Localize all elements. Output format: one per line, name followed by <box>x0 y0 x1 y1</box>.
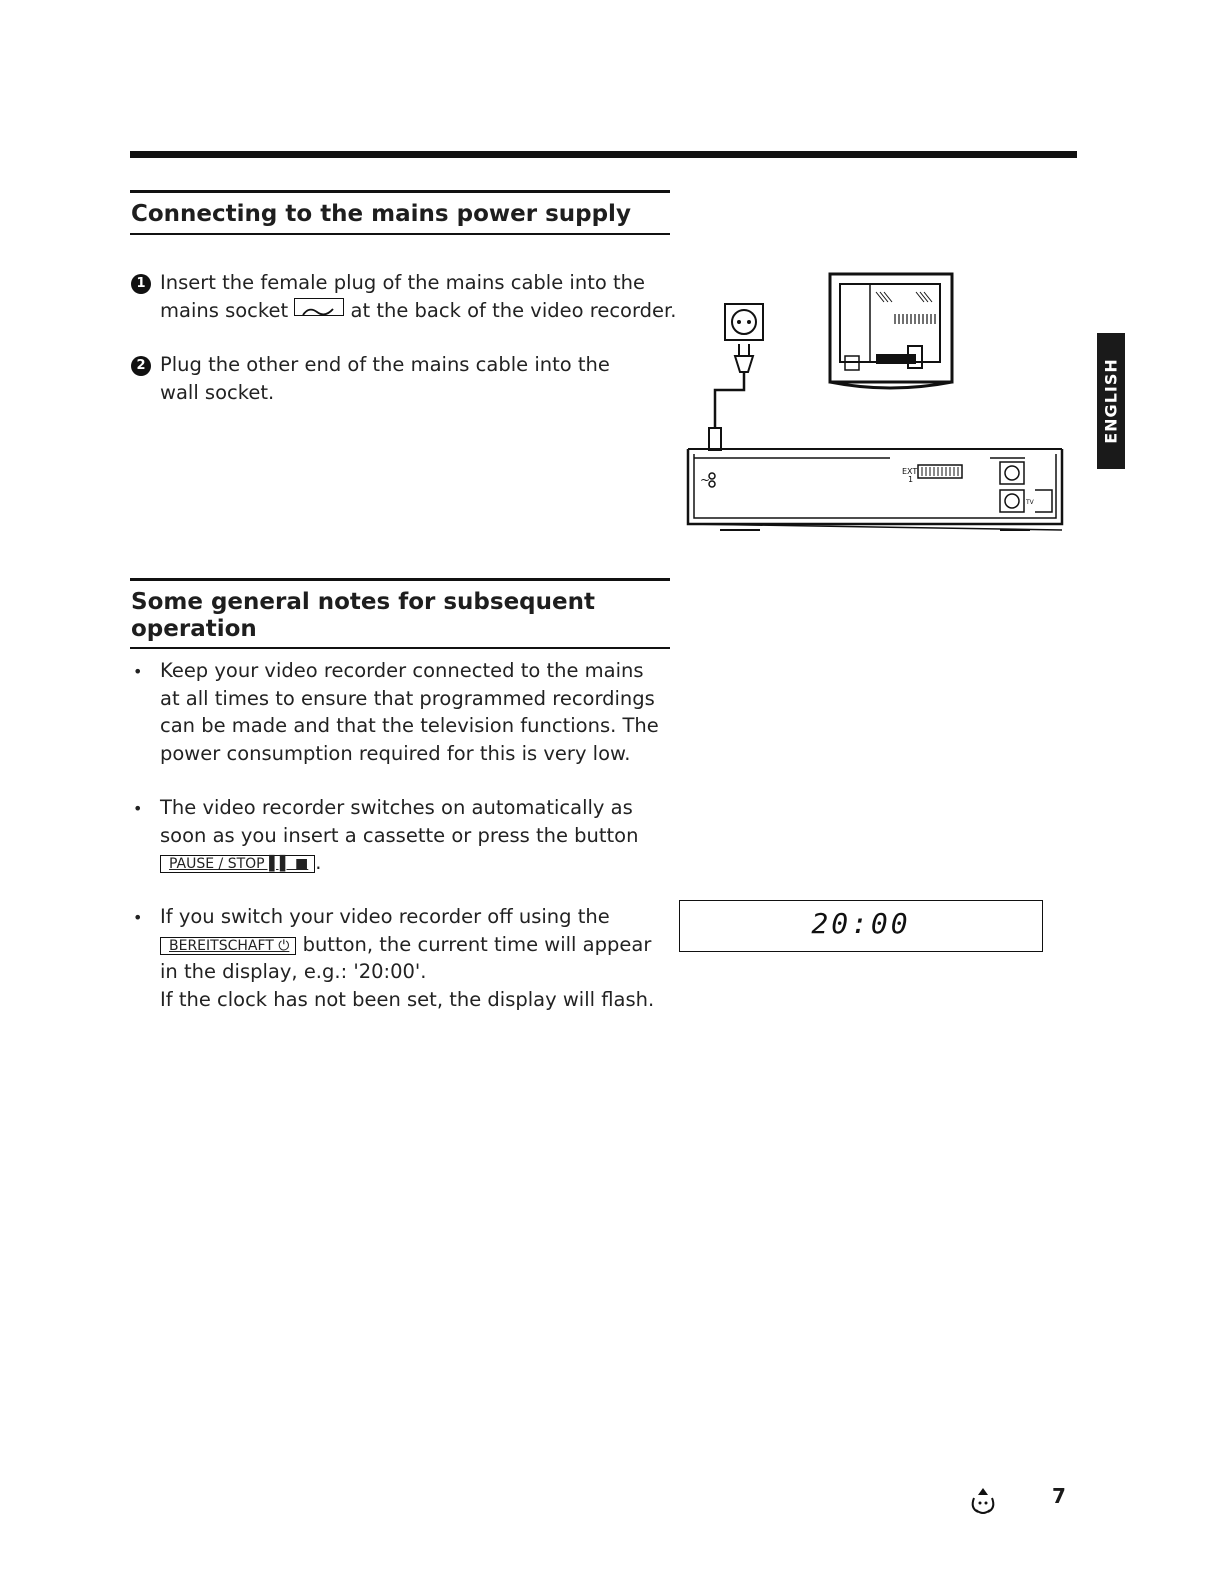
section2-rule-bottom <box>130 647 670 649</box>
top-rule <box>130 151 1077 158</box>
section2-rule-top <box>130 578 670 581</box>
section1-rule-top <box>130 190 670 193</box>
bullet-icon: • <box>133 908 143 927</box>
standby-key-label: BEREITSCHAFT ⏻ <box>160 937 296 955</box>
note-1-text: Keep your video recorder connected to the mains at all times to ensure that programmed recordings can be made and that the television functions. The power consumption required for this is very low. <box>160 659 659 765</box>
bullet-icon: • <box>133 662 143 681</box>
connection-diagram <box>680 262 1075 540</box>
note-3-text-before: If you switch your video recorder off using the <box>160 905 610 928</box>
recycle-logo-icon <box>966 1484 1000 1518</box>
svg-text:TV: TV <box>1026 499 1034 506</box>
pause-stop-key-label: PAUSE / STOP ▌▌ ■ <box>160 855 315 873</box>
note-3-text <box>160 903 665 1013</box>
video-recorder-back-panel-icon <box>688 449 1062 530</box>
note-3-second-line: If the clock has not been set, the display will flash. <box>160 987 655 1011</box>
wall-socket-icon <box>725 304 763 340</box>
note-3-text-after: button, the current time will appear in the display, e.g.: '20:00'. <box>160 932 652 983</box>
svg-text:EXT: EXT <box>902 467 918 476</box>
step-1-text <box>160 269 680 324</box>
note-2-suffix: . <box>315 851 322 874</box>
mains-plug-icon <box>735 344 753 372</box>
display-time: 20:00 <box>811 907 911 940</box>
note-2-text-body: The video recorder switches on automatically as soon as you insert a cassette or press the button <box>160 796 639 847</box>
language-tab-label: ENGLISH <box>1101 358 1121 444</box>
section1-rule-bottom <box>130 233 670 235</box>
note-2-text <box>160 794 650 877</box>
television-icon <box>830 274 952 388</box>
step-number-1: 1 <box>131 274 151 294</box>
step-number-2: 2 <box>131 356 151 376</box>
step-1-text-before: Insert the female plug of the mains cable into the mains socket <box>160 271 645 322</box>
bullet-icon: • <box>133 799 143 818</box>
page-number: 7 <box>1052 1484 1066 1508</box>
svg-text:~: ~ <box>700 473 711 487</box>
female-plug <box>709 428 721 450</box>
display-panel <box>679 900 1043 952</box>
mains-cable <box>715 372 744 430</box>
section1-title: Connecting to the mains power supply <box>131 201 631 227</box>
mains-socket-symbol-icon <box>294 298 344 316</box>
language-tab <box>1097 333 1125 469</box>
svg-text:1: 1 <box>908 475 914 484</box>
step-1-text-after: at the back of the video recorder. <box>350 298 677 322</box>
step-2-text: Plug the other end of the mains cable into the wall socket. <box>160 353 610 404</box>
section2-title: Some general notes for subsequent operation <box>131 589 595 642</box>
